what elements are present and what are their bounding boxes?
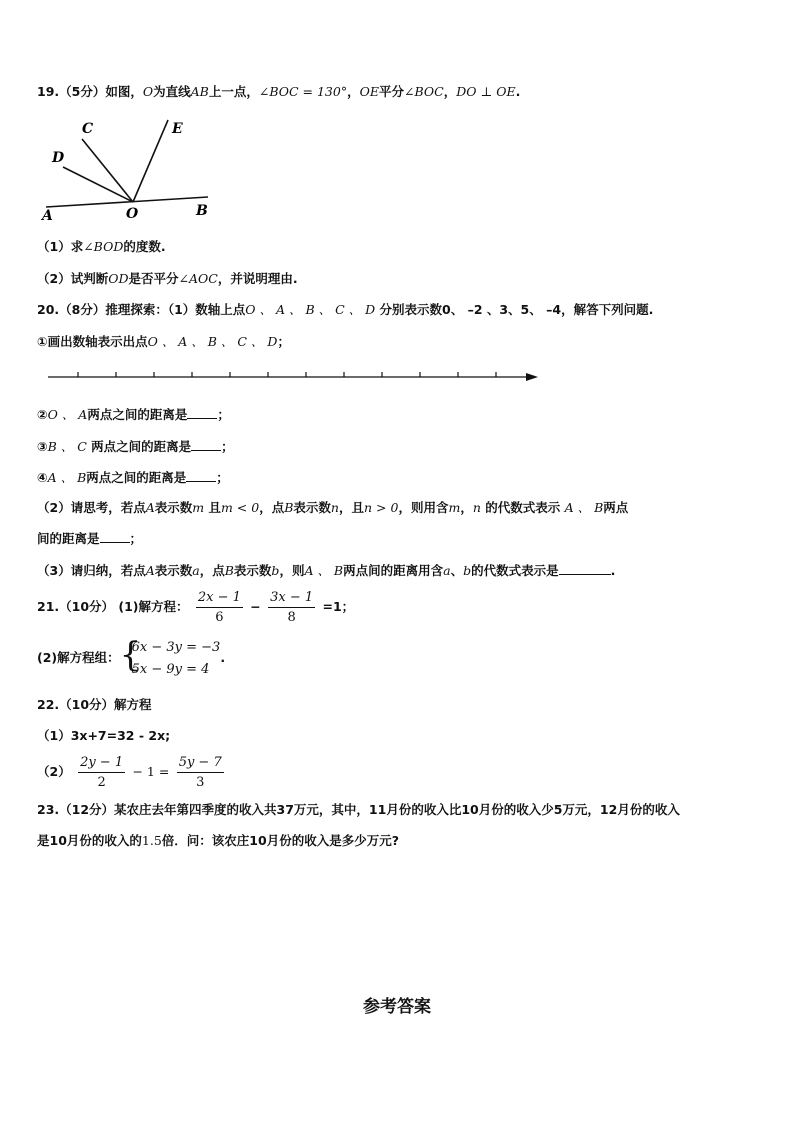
brace-icon: { (119, 634, 142, 675)
label-c: C (82, 121, 94, 137)
label-a: A (42, 208, 53, 224)
q20-step3: ③B 、 C 两点之间的距离是 ； (37, 439, 234, 454)
answer-blank[interactable] (187, 406, 217, 419)
q21-part2: (2)解方程组： { 6x − 3y = −3 5x − 9y = 4 . (37, 636, 225, 684)
q23-line1: 23.（12分）某农庄去年第四季度的收入共37万元，其中，11月份的收入比10月份的收入少5万元，12月份的收入 (37, 802, 680, 817)
fraction: $\frac{3x - 1}{8}$ (270, 589, 314, 625)
label-e: E (172, 121, 183, 137)
label-o: O (126, 206, 139, 222)
q20-step4: ④A 、 B两点之间的距离是 ； (37, 470, 229, 485)
fraction: $\frac{2x - 1}{6}$ (197, 589, 241, 625)
answer-blank[interactable] (100, 530, 130, 543)
q19-part1: （1）求∠BOD的度数. (37, 239, 166, 254)
q19-angle-figure (36, 112, 226, 224)
q20-part2-line1: （2）请思考，若点A表示数m 且m < 0，点B表示数n，且n > 0，则用含m，n 的代数式表示 A 、 B两点 (37, 500, 629, 515)
q22-part2: （2） $\frac{2y - 1}{2}$ − 1 = $\frac{5y - 7}{3}$ (37, 754, 222, 790)
ray-od (63, 167, 133, 202)
q20-step1: ①画出数轴表示出点O 、 A 、 B 、 C 、 D； (37, 334, 290, 349)
ray-oe (133, 120, 168, 202)
q20-step2: ②O 、 A两点之间的距离是 ； (37, 407, 230, 422)
answer-blank[interactable] (191, 438, 221, 451)
ray-oc (82, 139, 133, 202)
label-b: B (196, 203, 208, 219)
fraction: $\frac{5y - 7}{3}$ (178, 754, 222, 790)
number-line (44, 368, 540, 388)
q22-part1: （1）3x+7=32 - 2x; (37, 728, 171, 743)
equation-system: { 6x − 3y = −3 5x − 9y = 4 (119, 634, 221, 677)
number-line-arrow (526, 373, 538, 381)
answer-blank[interactable] (559, 562, 611, 575)
q22-stem: 22.（10分）解方程 (37, 697, 152, 712)
q20-stem: 20.（8分）推理探索：（1）数轴上点O 、 A 、 B 、 C 、 D 分别表示数0、 –2 、3、5、 –4，解答下列问题. (37, 302, 654, 317)
answer-section-title: 参考答案 (363, 997, 431, 1017)
label-d: D (52, 150, 65, 166)
q21-part1: 21.（10分） (1)解方程： $\frac{2x - 1}{6}$ − $\frac{3x - 1}{8}$ =1； (37, 589, 355, 625)
q20-part2-line2: 间的距离是 ； (37, 531, 143, 546)
q23-line2: 是10月份的收入的1.5倍．问：该农庄10月份的收入是多少万元? (37, 833, 399, 848)
answer-blank[interactable] (186, 469, 216, 482)
q20-part3: （3）请归纳，若点A表示数a，点B表示数b，则A 、 B两点间的距离用含a、b的代数式表示是 . (37, 563, 616, 578)
fraction: $\frac{2y - 1}{2}$ (80, 754, 124, 790)
q19-stem: 19.（5分）如图，O为直线AB上一点，∠BOC = 130°，OE平分∠BOC，DO ⊥ OE. (37, 84, 521, 99)
q19-part2: （2）试判断OD是否平分∠AOC，并说明理由. (37, 271, 298, 286)
